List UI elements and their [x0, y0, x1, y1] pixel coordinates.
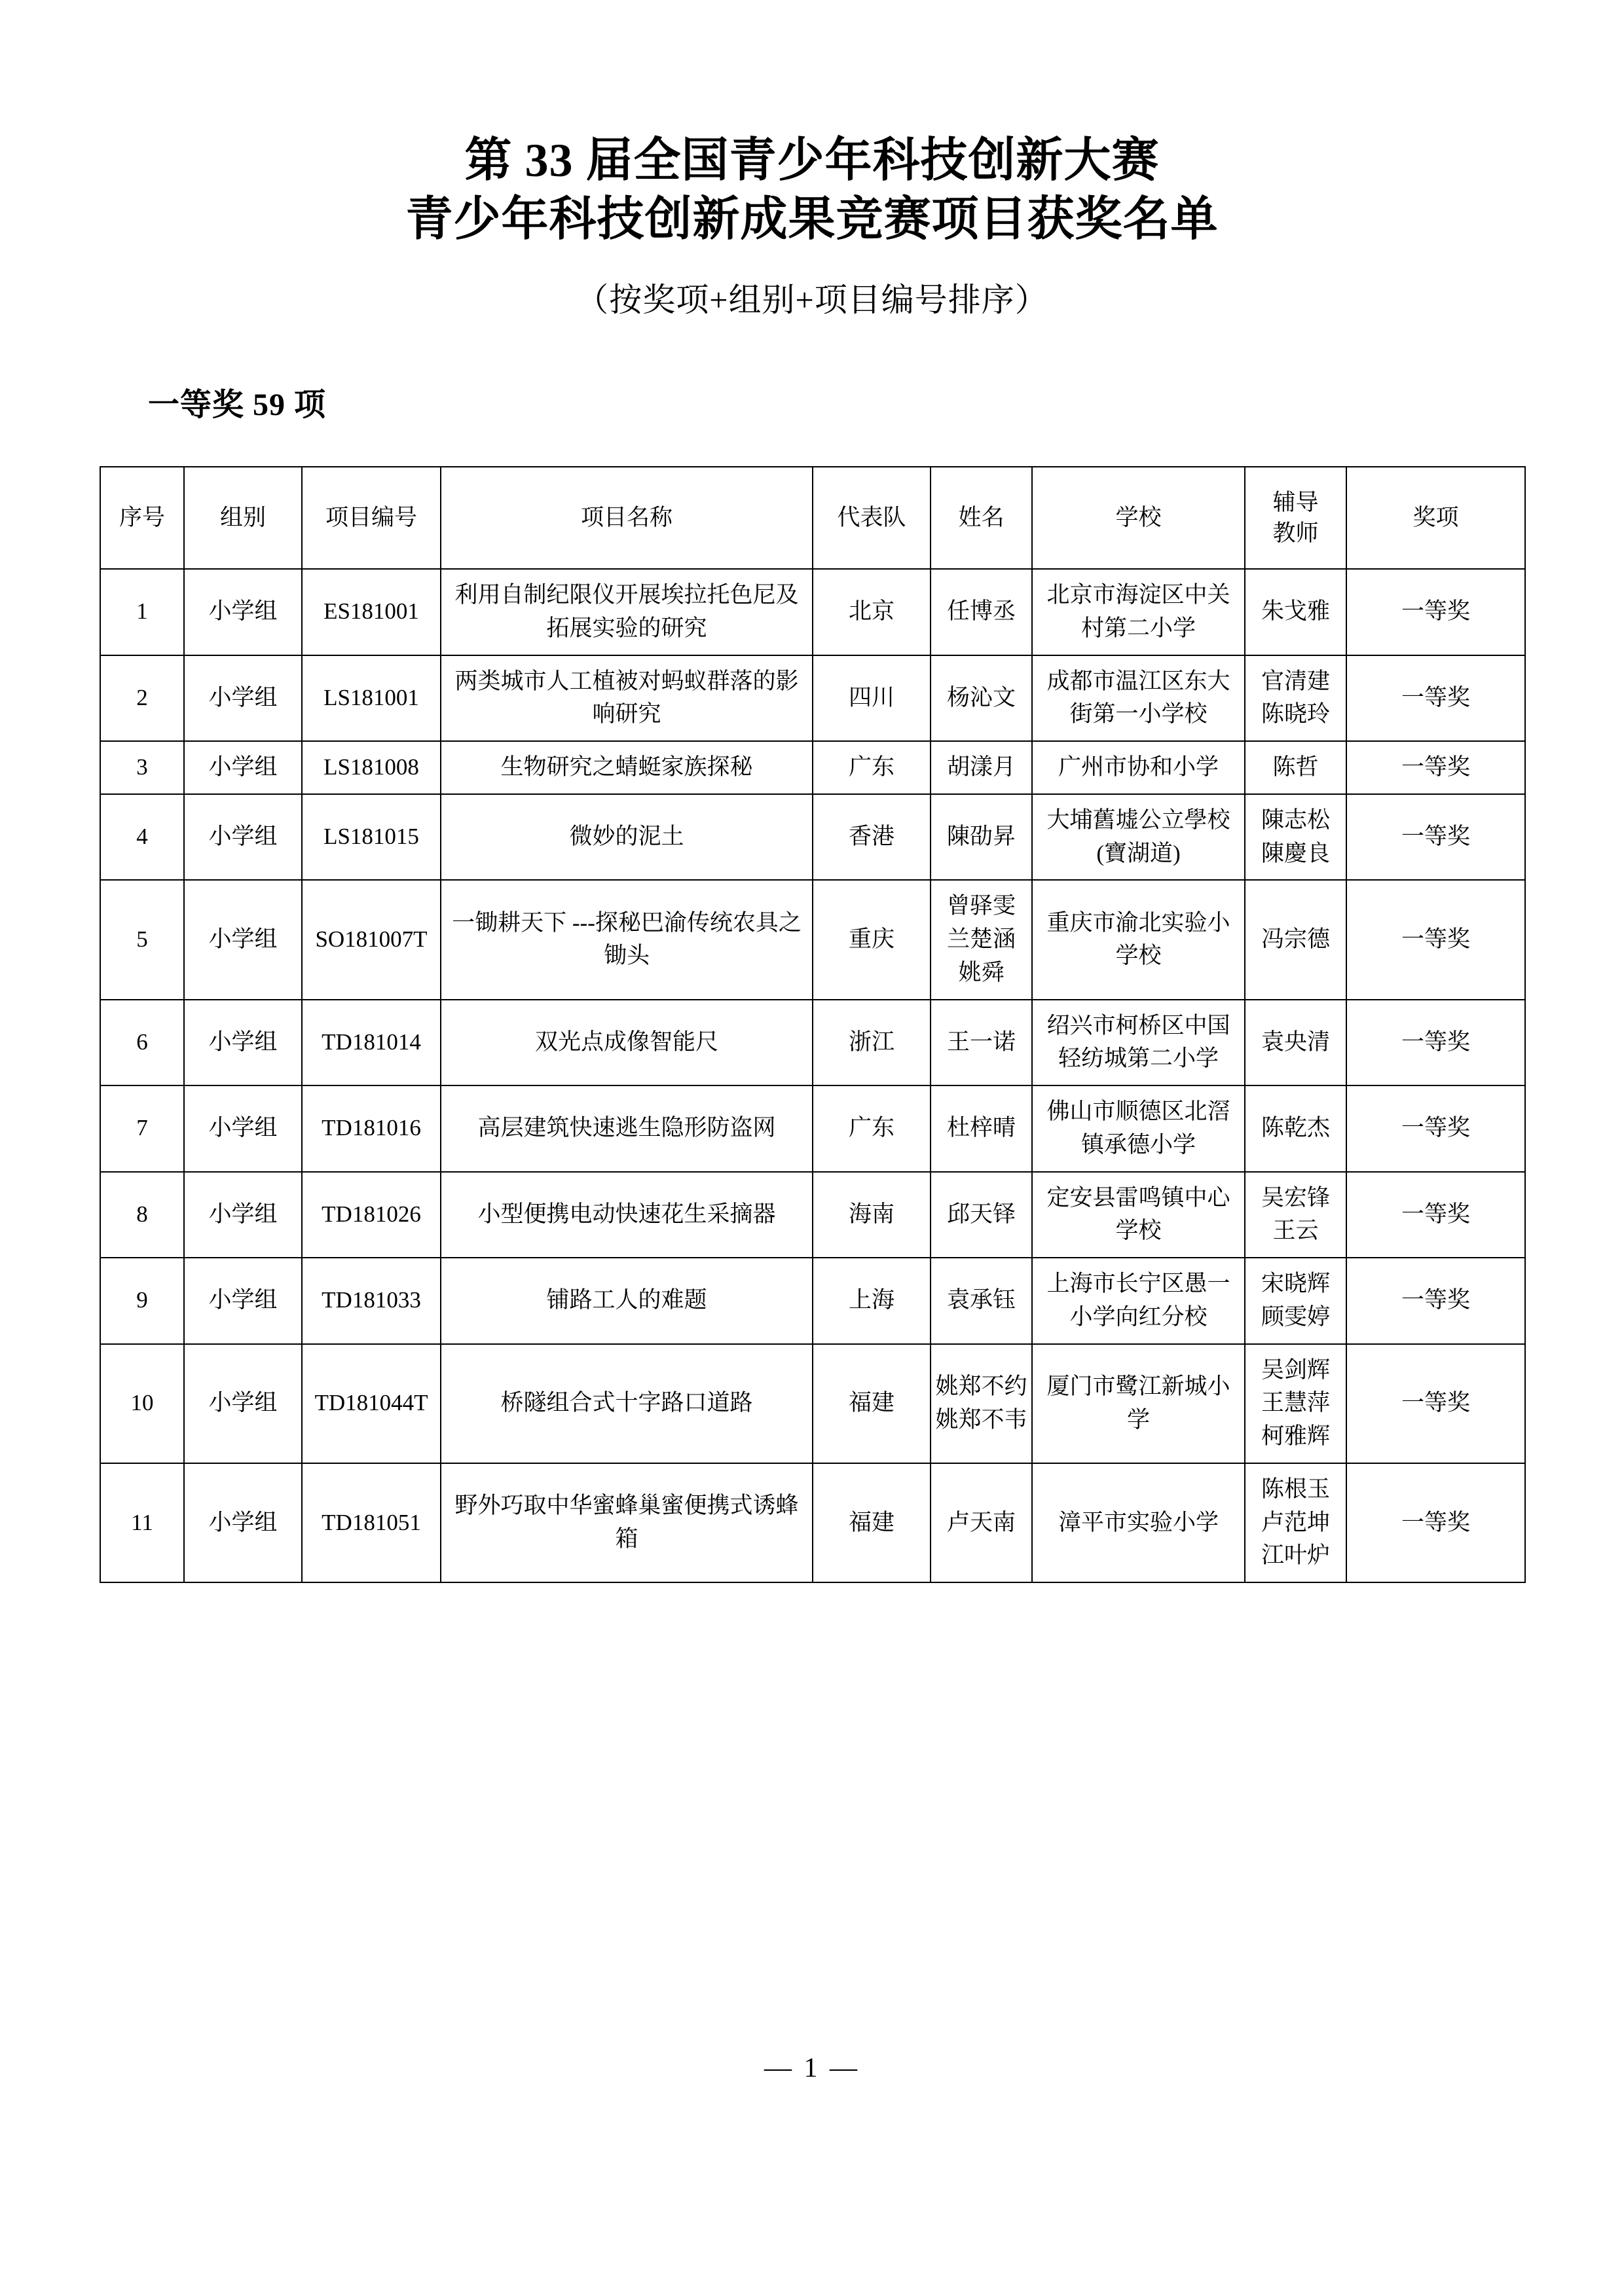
column-header-award: 奖项: [1346, 467, 1525, 569]
cell-school: 上海市长宁区愚一小学向红分校: [1032, 1258, 1245, 1344]
table-row: [100, 1463, 1525, 1582]
cell-student-name: 袁承钰: [931, 1258, 1032, 1344]
cell-school: 北京市海淀区中关村第二小学: [1032, 569, 1245, 655]
cell-student-name: 任博丞: [931, 569, 1032, 655]
cell-project-name: 铺路工人的难题: [441, 1258, 813, 1344]
cell-student-name: 邱天铎: [931, 1172, 1032, 1258]
cell-project-name: 桥隧组合式十字路口道路: [441, 1344, 813, 1463]
cell-project-name: 生物研究之蜻蜓家族探秘: [441, 741, 813, 794]
table-row: [100, 794, 1525, 881]
table-row: [100, 569, 1525, 655]
cell-school: 大埔舊墟公立學校(寶湖道): [1032, 794, 1245, 881]
cell-award: 一等奖: [1346, 741, 1525, 794]
table-row: [100, 741, 1525, 794]
cell-team: 四川: [813, 655, 931, 742]
cell-project-code: TD181033: [302, 1258, 441, 1344]
cell-award: 一等奖: [1346, 1085, 1525, 1172]
cell-project-name: 两类城市人工植被对蚂蚁群落的影响研究: [441, 655, 813, 742]
cell-project-code: LS181008: [302, 741, 441, 794]
column-header-school: 学校: [1032, 467, 1245, 569]
cell-project-name: 高层建筑快速逃生隐形防盗网: [441, 1085, 813, 1172]
column-header-project-code: 项目编号: [302, 467, 441, 569]
column-header-advisor-line-1: 辅导: [1272, 489, 1319, 515]
cell-award: 一等奖: [1346, 1258, 1525, 1344]
cell-team: 浙江: [813, 1000, 931, 1086]
cell-sequence-number: 3: [100, 741, 184, 794]
cell-project-code: TD181026: [302, 1172, 441, 1258]
cell-group: 小学组: [184, 794, 302, 881]
column-header-student-name: 姓名: [931, 467, 1032, 569]
cell-team: 香港: [813, 794, 931, 881]
cell-sequence-number: 2: [100, 655, 184, 742]
cell-project-code: SO181007T: [302, 880, 441, 999]
cell-project-name: 利用自制纪限仪开展埃拉托色尼及拓展实验的研究: [441, 569, 813, 655]
cell-student-name: 杨沁文: [931, 655, 1032, 742]
cell-school: 绍兴市柯桥区中国轻纺城第二小学: [1032, 1000, 1245, 1086]
cell-group: 小学组: [184, 1463, 302, 1582]
cell-team: 北京: [813, 569, 931, 655]
cell-group: 小学组: [184, 569, 302, 655]
cell-award: 一等奖: [1346, 1344, 1525, 1463]
cell-school: 厦门市鹭江新城小学: [1032, 1344, 1245, 1463]
table-row: [100, 1172, 1525, 1258]
section-heading-first-prize: 一等奖 59 项: [148, 388, 327, 422]
cell-school: 定安县雷鸣镇中心学校: [1032, 1172, 1245, 1258]
column-header-seq: 序号: [100, 467, 184, 569]
cell-team: 广东: [813, 1085, 931, 1172]
cell-school: 重庆市渝北实验小学校: [1032, 880, 1245, 999]
cell-sequence-number: 11: [100, 1463, 184, 1582]
table-row: [100, 1258, 1525, 1344]
cell-project-code: LS181001: [302, 655, 441, 742]
cell-team: 广东: [813, 741, 931, 794]
column-header-team: 代表队: [813, 467, 931, 569]
cell-advisor: 吴宏锋 王云: [1245, 1172, 1346, 1258]
cell-team: 海南: [813, 1172, 931, 1258]
page-title-line-1: 第 33 届全国青少年科技创新大赛: [464, 134, 1160, 187]
table-row: [100, 1085, 1525, 1172]
cell-group: 小学组: [184, 1258, 302, 1344]
page-content: [100, 0, 1524, 1583]
cell-school: 广州市协和小学: [1032, 741, 1245, 794]
cell-sequence-number: 5: [100, 880, 184, 999]
column-header-advisor: [1245, 467, 1346, 569]
cell-team: 福建: [813, 1344, 931, 1463]
cell-advisor: 陳志松 陳慶良: [1245, 794, 1346, 881]
cell-project-code: TD181014: [302, 1000, 441, 1086]
table-row: [100, 1000, 1525, 1086]
cell-advisor: 陈根玉 卢范坤 江叶炉: [1245, 1463, 1346, 1582]
cell-group: 小学组: [184, 880, 302, 999]
page-subtitle: （按奖项+组别+项目编号排序）: [576, 282, 1048, 318]
table-row: [100, 1344, 1525, 1463]
cell-advisor: 宋晓辉 顾雯婷: [1245, 1258, 1346, 1344]
cell-project-code: TD181016: [302, 1085, 441, 1172]
cell-group: 小学组: [184, 1000, 302, 1086]
cell-sequence-number: 1: [100, 569, 184, 655]
cell-school: 漳平市实验小学: [1032, 1463, 1245, 1582]
cell-group: 小学组: [184, 1085, 302, 1172]
cell-sequence-number: 4: [100, 794, 184, 881]
cell-advisor: 官清建 陈晓玲: [1245, 655, 1346, 742]
cell-sequence-number: 7: [100, 1085, 184, 1172]
cell-student-name: 杜梓晴: [931, 1085, 1032, 1172]
page-title: [100, 0, 1524, 249]
cell-group: 小学组: [184, 655, 302, 742]
column-header-group: 组别: [184, 467, 302, 569]
page-footer: — 1 —: [764, 2053, 860, 2083]
cell-project-code: TD181044T: [302, 1344, 441, 1463]
cell-advisor: 朱戈雅: [1245, 569, 1346, 655]
cell-student-name: 卢天南: [931, 1463, 1032, 1582]
cell-project-name: 一锄耕天下 ---探秘巴渝传统农具之锄头: [441, 880, 813, 999]
cell-project-code: TD181051: [302, 1463, 441, 1582]
cell-team: 上海: [813, 1258, 931, 1344]
cell-school: 成都市温江区东大街第一小学校: [1032, 655, 1245, 742]
cell-project-name: 野外巧取中华蜜蜂巢蜜便携式诱蜂箱: [441, 1463, 813, 1582]
cell-award: 一等奖: [1346, 1463, 1525, 1582]
cell-sequence-number: 6: [100, 1000, 184, 1086]
cell-advisor: 袁央清: [1245, 1000, 1346, 1086]
cell-sequence-number: 10: [100, 1344, 184, 1463]
cell-student-name: 王一诺: [931, 1000, 1032, 1086]
cell-project-name: 双光点成像智能尺: [441, 1000, 813, 1086]
cell-group: 小学组: [184, 1172, 302, 1258]
cell-school: 佛山市顺德区北滘镇承德小学: [1032, 1085, 1245, 1172]
award-list-table: [100, 466, 1526, 1583]
cell-project-name: 小型便携电动快速花生采摘器: [441, 1172, 813, 1258]
table-header-row: [100, 467, 1525, 569]
award-table-body: [100, 569, 1525, 1582]
cell-award: 一等奖: [1346, 655, 1525, 742]
cell-award: 一等奖: [1346, 1172, 1525, 1258]
cell-advisor: 陈哲: [1245, 741, 1346, 794]
table-row: [100, 880, 1525, 999]
cell-award: 一等奖: [1346, 880, 1525, 999]
cell-project-name: 微妙的泥土: [441, 794, 813, 881]
cell-advisor: 吴剑辉 王慧萍 柯雅辉: [1245, 1344, 1346, 1463]
cell-sequence-number: 9: [100, 1258, 184, 1344]
cell-team: 福建: [813, 1463, 931, 1582]
cell-group: 小学组: [184, 1344, 302, 1463]
cell-award: 一等奖: [1346, 1000, 1525, 1086]
column-header-project-name: 项目名称: [441, 467, 813, 569]
cell-project-code: LS181015: [302, 794, 441, 881]
cell-student-name: 陳劭昇: [931, 794, 1032, 881]
cell-sequence-number: 8: [100, 1172, 184, 1258]
cell-advisor: 陈乾杰: [1245, 1085, 1346, 1172]
cell-award: 一等奖: [1346, 569, 1525, 655]
cell-student-name: 姚郑不约 姚郑不韦: [931, 1344, 1032, 1463]
cell-advisor: 冯宗德: [1245, 880, 1346, 999]
cell-team: 重庆: [813, 880, 931, 999]
cell-award: 一等奖: [1346, 794, 1525, 881]
cell-student-name: 曾驿雯 兰楚涵 姚舜: [931, 880, 1032, 999]
cell-group: 小学组: [184, 741, 302, 794]
cell-student-name: 胡漾月: [931, 741, 1032, 794]
cell-project-code: ES181001: [302, 569, 441, 655]
table-row: [100, 655, 1525, 742]
page-title-line-2: 青少年科技创新成果竞赛项目获奖名单: [405, 193, 1219, 246]
column-header-advisor-line-2: 教师: [1272, 520, 1319, 546]
